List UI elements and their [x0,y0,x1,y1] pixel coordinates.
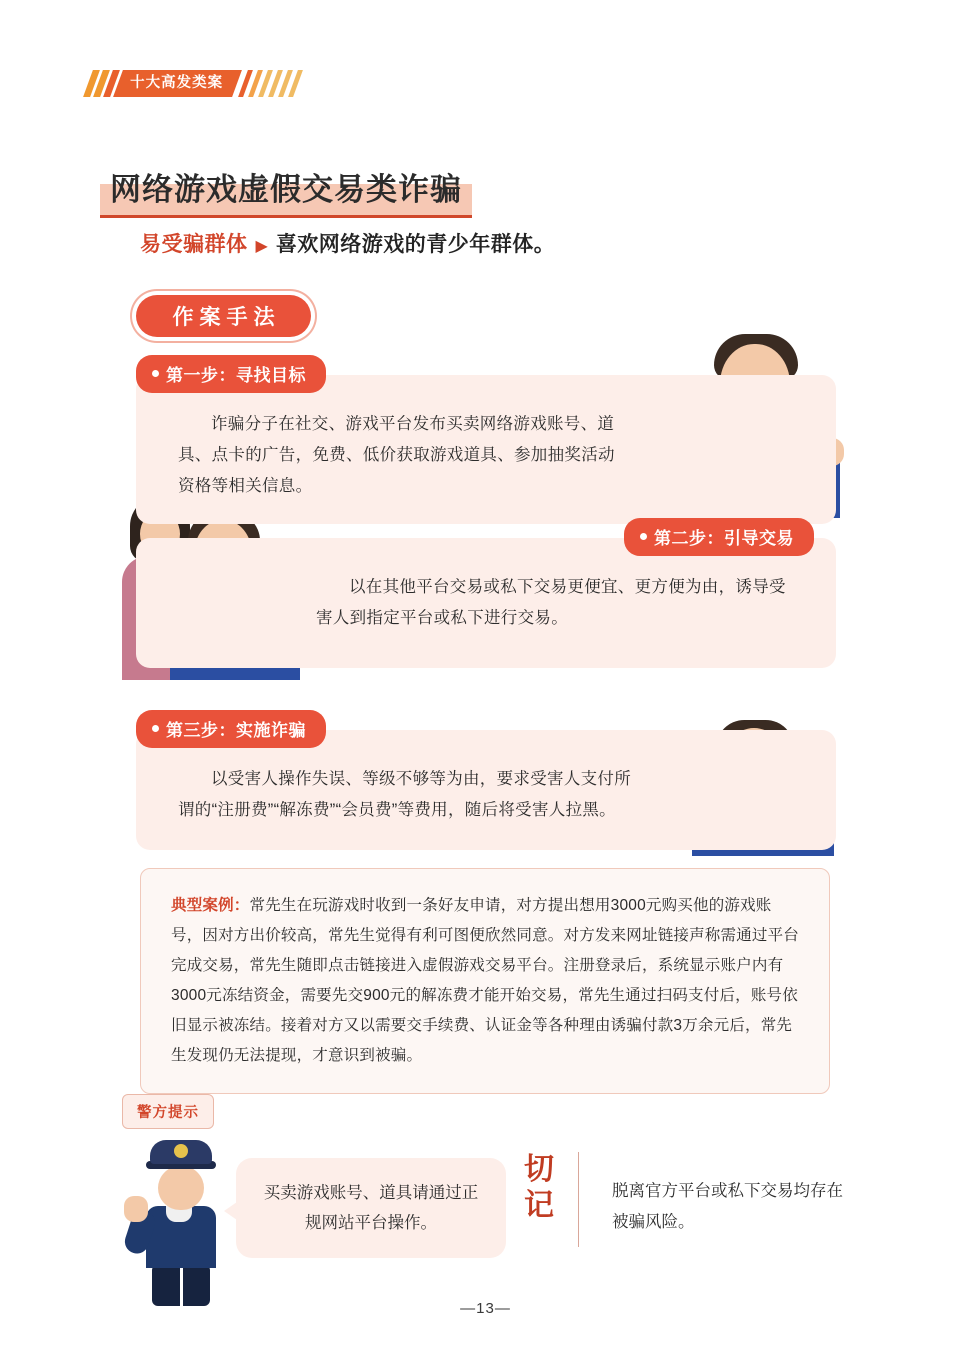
page-title-wrap [100,160,472,218]
page-number: —13— [460,1300,511,1317]
arrow-right-icon: ▶ [255,238,268,255]
step-1-body [136,375,836,524]
step-2-body [136,538,836,668]
step-card-2 [136,518,836,668]
police-tip-right-text: 脱离官方平台或私下交易均存在被骗风险。 [612,1182,843,1231]
typical-case-text: 常先生在玩游戏时收到一条好友申请，对方提出想用3000元购买他的游戏账号，因对方出价较高，常先生觉得有利可图便欣然同意。对方发来网址链接声称需通过平台完成交易，常先生随即点击链接进入虚假游戏交易平台。注册登录后，系统显示账户内有3000元冻结资金，需要先交900元的解冻费才能开始交易，常先生通过扫码支付后，账号依旧显示被冻结。接着对方又以需要交手续费、认证金等各种理由诱骗付款3万余元后，常先生发现仍无法提现，才意识到被骗。 [171,897,800,1064]
bullet-dot-icon [152,725,159,732]
page-header [88,68,303,98]
step-3-label [136,710,326,748]
step-1-label [136,355,326,393]
bullet-dot-icon [640,533,647,540]
step-2-text: 以在其他平台交易或私下交易更便宜、更方便为由，诱导受害人到指定平台或私下进行交易。 [316,578,786,627]
step-1-label-text: 第一步：寻找目标 [166,366,306,385]
step-card-1 [136,355,836,524]
page-title: 网络游戏虚假交易类诈骗 [100,160,472,218]
police-tip-badge: 警方提示 [122,1094,214,1129]
typical-case-paragraph [171,891,799,1071]
step-3-text: 以受害人操作失误、等级不够等为由，要求受害人支付所谓的“注册费”“解冻费”“会员费”等费用，随后将受害人拉黑。 [178,770,631,819]
step-3-body [136,730,836,850]
illustration-police-officer [128,1140,238,1305]
step-card-3 [136,710,836,850]
tip-divider [578,1152,579,1247]
step-2-label-text: 第二步：引导交易 [654,529,794,548]
victim-group-line [140,228,555,258]
header-category-tag [113,70,242,97]
police-tip-bubble: 买卖游戏账号、道具请通过正规网站平台操作。 [236,1158,506,1258]
step-2-label [624,518,814,556]
header-slash-right-decoration [243,70,303,97]
section-badge-method: 作案手法 [136,295,311,337]
step-1-text: 诈骗分子在社交、游戏平台发布买卖网络游戏账号、道具、点卡的广告，免费、低价获取游戏道具、参加抽奖活动资格等相关信息。 [178,415,615,495]
typical-case-label: 典型案例： [171,897,250,914]
step-3-label-text: 第三步：实施诈骗 [166,721,306,740]
typical-case-box [140,868,830,1094]
seal-text-qiji: 切记 [524,1152,556,1223]
victim-group-label: 易受骗群体 [140,233,248,256]
header-category-tag-label: 十大高发类案 [130,74,224,91]
bullet-dot-icon [152,370,159,377]
victim-group-text: 喜欢网络游戏的青少年群体。 [275,233,556,256]
